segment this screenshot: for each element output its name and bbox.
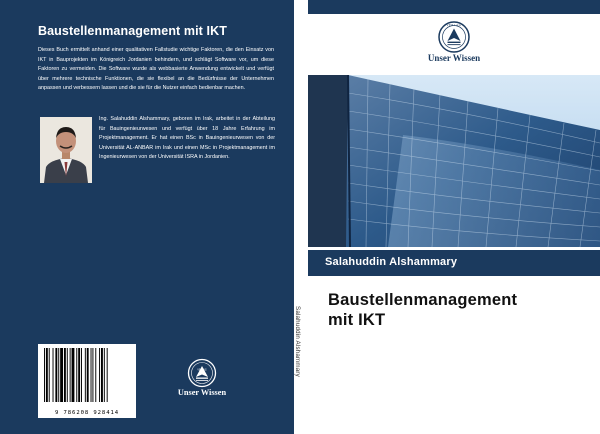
barcode-bar: [60, 348, 63, 402]
barcode-bar: [107, 348, 108, 402]
barcode-bar: [70, 348, 71, 402]
barcode-bar: [53, 348, 54, 402]
barcode-bar: [64, 348, 66, 402]
back-publisher-name: Unser Wissen: [177, 388, 227, 397]
isbn-barcode: [38, 344, 136, 418]
front-publisher-name: Unser Wissen: [427, 53, 481, 63]
front-title-line-1: Baustellenmanagement: [328, 291, 518, 309]
barcode-bar: [87, 348, 89, 402]
barcode-bar: [44, 348, 45, 402]
book-seal-icon: [412, 20, 496, 54]
front-title-line-2: mit IKT: [328, 311, 386, 329]
barcode-bar: [104, 348, 105, 402]
barcode-bar: [46, 348, 48, 402]
front-author-name: Salahuddin Alshammary: [325, 256, 458, 268]
back-cover-title: Baustellenmanagement mit IKT: [38, 24, 227, 38]
barcode-bar: [78, 348, 80, 402]
barcode-bar: [81, 348, 82, 402]
front-top-bar: [308, 0, 600, 14]
spine-author: Salahuddin Alshammary: [294, 306, 301, 377]
front-publisher-logo: [412, 20, 496, 68]
book-seal-icon: [172, 358, 232, 388]
svg-text:VERLAG: VERLAG: [446, 23, 462, 28]
front-author-band: [308, 250, 600, 276]
back-cover-description: Dieses Buch ermittelt anhand einer qualitativen Fallstudie wichtige Faktoren, die den Einsatz von IKT in Bauprojekten im Königreich Jordanien behindern, und schlägt Software vor, um diese Faktoren zu vermeiden. Die Software wurde als webbasierte Anwendung entwickelt und verfügt über mehrere technische Funktionen, die sie flexibel an die Bedürfnisse der Unternehmen anpassen und verbessern lassen und die sie für die Nutzer einfach bedienbar machen.: [38, 47, 274, 92]
barcode-bar: [99, 348, 100, 402]
front-title: [328, 290, 590, 330]
svg-text:VERLAG: VERLAG: [197, 368, 207, 372]
isbn-number: 9 786208 928414: [54, 410, 120, 416]
barcode-bar: [55, 348, 57, 402]
barcode-bar: [49, 348, 50, 402]
cover-photo-skyscraper: [308, 75, 600, 247]
barcode-bar: [67, 348, 68, 402]
barcode-bar: [85, 348, 86, 402]
barcode-bar: [101, 348, 103, 402]
front-cover: [308, 0, 600, 434]
barcode-bar: [72, 348, 75, 402]
barcode-bar: [58, 348, 59, 402]
barcode-bar: [76, 348, 77, 402]
barcode-bar: [92, 348, 93, 402]
author-portrait: [40, 117, 92, 183]
author-bio: Ing. Salahuddin Alshammary, geboren im Irak, arbeitet in der Abteilung für Bauingenieurwesen und verfügt über 18 Jahre Erfahrung im Projektmanagement. Er hat einen BSc in Bauingenieurwesen von der Universität AL-ANBAR im Irak und einen MSc in Projektmanagement im Ingenieurwesen von der Universität ISRA in Jordanien.: [99, 116, 275, 161]
barcode-bar: [91, 348, 92, 402]
back-publisher-logo: [172, 358, 232, 404]
barcode-bar: [95, 348, 96, 402]
back-cover: [0, 0, 294, 434]
